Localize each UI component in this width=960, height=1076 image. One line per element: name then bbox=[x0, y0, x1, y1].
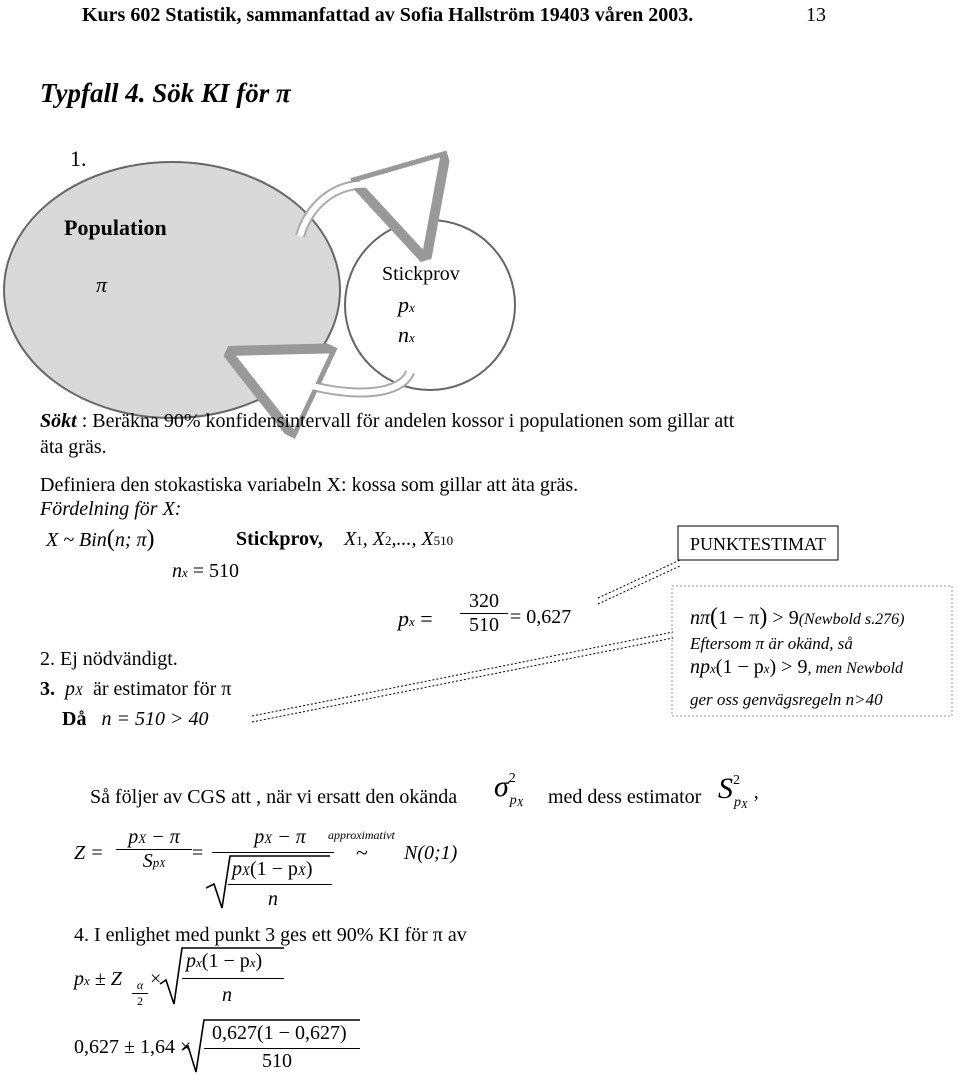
z-distribution: N(0;1) bbox=[404, 842, 458, 864]
cgs-text2: med dess estimator bbox=[548, 786, 702, 808]
cgs-estimator: $S^2_{pX}$, bbox=[718, 772, 759, 811]
condition-line3: npx(1 − px) > 9, men Newbold bbox=[690, 656, 904, 678]
sample-circle bbox=[345, 220, 515, 390]
z-eq: = bbox=[192, 842, 204, 864]
ci-numeric-root-num: 0,627(1 − 0,627) bbox=[212, 1022, 347, 1044]
punktestimat-label: PUNKTESTIMAT bbox=[690, 534, 827, 554]
ci-root-bar bbox=[182, 978, 284, 979]
z-root-den: n bbox=[268, 888, 278, 910]
z-root-num: pX(1 − pX) bbox=[232, 858, 313, 880]
section-title: Typfall 4. Sök KI för π bbox=[40, 78, 291, 108]
sample-seq: X1, X2,..., X510 bbox=[344, 528, 454, 550]
cgs-sigma: $\sigma^2_{pX}$ bbox=[494, 770, 524, 809]
definiera-text: Definiera den stokastiska variabeln X: kossa som gillar att äta gräs. bbox=[40, 474, 579, 496]
ci-times: × bbox=[150, 968, 162, 990]
ci-numeric-root-den: 510 bbox=[262, 1050, 292, 1072]
ci-numeric-lhs: 0,627 ± 1,64 × bbox=[74, 1036, 192, 1058]
z-num2: pX − π bbox=[254, 826, 306, 848]
sample-p: px bbox=[398, 292, 415, 317]
condition-line1: nπ(1 − π) > 9(Newbold s.276) bbox=[690, 604, 905, 630]
ci-alpha-frac: $\frac{\alpha}{2}$ bbox=[132, 978, 148, 1009]
sample-label: Stickprov bbox=[382, 263, 460, 285]
course-title: Kurs 602 Statistik, sammanfattad av Sofia Hallström 19403 våren 2003. bbox=[82, 4, 694, 26]
z-lhs: Z = bbox=[74, 842, 104, 864]
estimate-result: = 0,627 bbox=[510, 606, 572, 628]
connector-punkt bbox=[598, 560, 680, 598]
stickprov-label: Stickprov, bbox=[236, 528, 323, 550]
page-number: 13 bbox=[806, 4, 826, 26]
sokt-line2: äta gräs. bbox=[40, 436, 107, 458]
distribution-lhs: X ~ Bin(n; π) bbox=[46, 526, 155, 552]
condition-line2: Eftersom π är okänd, så bbox=[690, 634, 853, 653]
cgs-text1: Så följer av CGS att , när vi ersatt den okända bbox=[90, 786, 458, 808]
approx-tilde: ~ bbox=[356, 840, 368, 865]
fordelning-text: Fördelning för X: bbox=[40, 498, 182, 520]
ci-numeric-root-bar bbox=[204, 1048, 360, 1049]
population-label: Population bbox=[64, 215, 167, 240]
condition-line4: ger oss genvägsregeln n>40 bbox=[690, 690, 883, 709]
sample-n: nx bbox=[398, 322, 415, 347]
step4-text: 4. I enlighet med punkt 3 ges ett 90% KI för π av bbox=[74, 924, 467, 946]
z-root-bar bbox=[228, 884, 332, 885]
population-param: π bbox=[96, 272, 108, 297]
estimate-fraction: $\frac{320}{510}$ bbox=[460, 590, 508, 637]
estimate-lhs: px = bbox=[398, 606, 433, 631]
step3-condition: Då n = 510 > 40 bbox=[62, 708, 209, 730]
step1-label: 1. bbox=[70, 146, 87, 171]
z-fraction-bar bbox=[212, 852, 334, 853]
step3-line: 3. pX är estimator för π bbox=[40, 678, 232, 700]
approx-label: approximativt bbox=[328, 828, 395, 842]
step2-text: 2. Ej nödvändigt. bbox=[40, 648, 178, 670]
z-fraction1: pX − π SpX bbox=[116, 826, 192, 873]
nx-equation: nx = 510 bbox=[172, 560, 240, 582]
connector-condition bbox=[252, 632, 673, 716]
sokt-line: Sökt : Beräkna 90% konfidensintervall för andelen kossor i populationen som gillar att bbox=[40, 410, 735, 432]
ci-root-num: px(1 − px) bbox=[186, 950, 263, 972]
ci-lhs: px ± Z bbox=[74, 968, 122, 990]
ci-root-den: n bbox=[222, 984, 232, 1006]
